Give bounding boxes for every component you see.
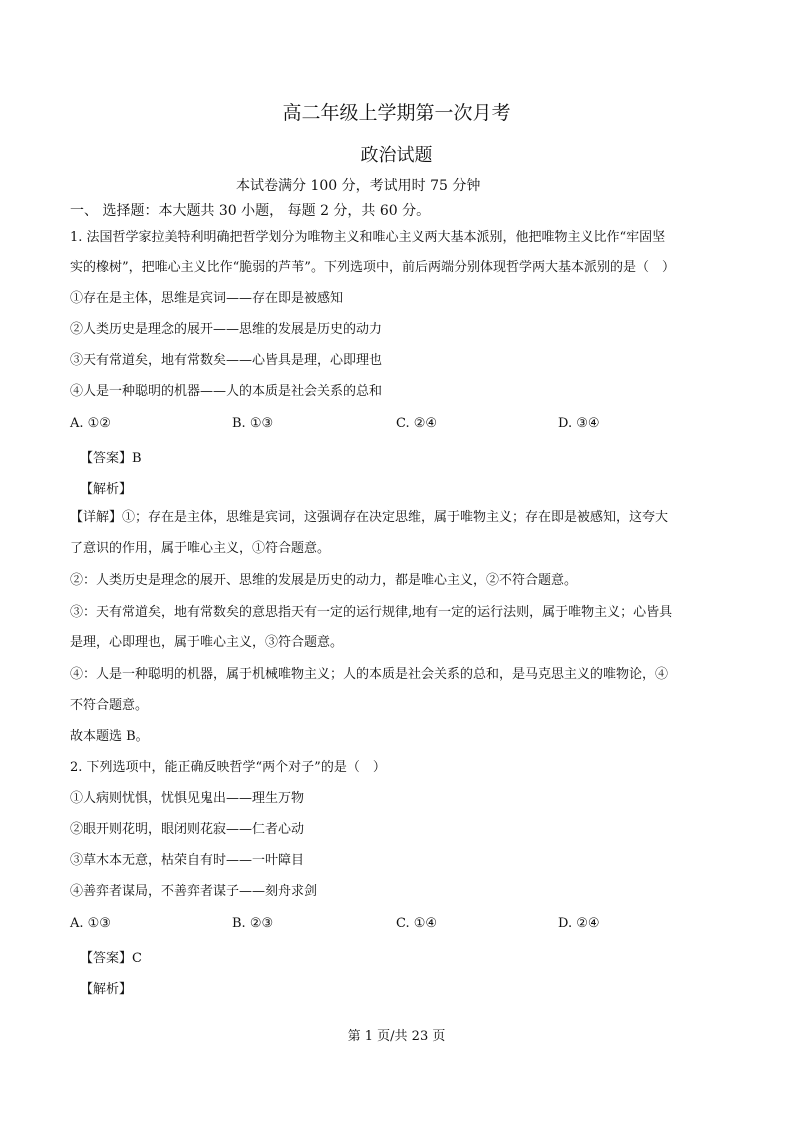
q1-explanation-line: ②：人类历史是理念的展开、思维的发展是历史的动力，都是唯心主义，②不符合题意。 [70,573,578,588]
q1-explanation-line: ④：人是一种聪明的机器，属于机械唯物主义；人的本质是社会关系的总和，是马克思主义的唯物论，④ [70,667,669,682]
q2-option-d: D. ②④ [558,916,600,931]
exam-info: 本试卷满分 100 分，考试用时 75 分钟 [236,178,481,194]
q1-explanation-line: 了意识的作用，属于唯心主义，①符合题意。 [70,541,331,556]
q1-explanation-line: 不符合题意。 [70,698,149,713]
q1-stem-line1: 1. 法国哲学家拉美特利明确把哲学划分为唯物主义和唯心主义两大基本派别，他把唯物主义比作“牢固坚 [70,230,666,245]
exam-title: 高二年级上学期第一次月考 [282,102,511,124]
q1-item-4: ④人是一种聪明的机器——人的本质是社会关系的总和 [70,384,383,399]
q1-explanation-line: ③：天有常道矣，地有常数矣的意思指天有一定的运行规律,地有一定的运行法则，属于唯物主义；心皆具 [70,605,673,620]
q1-answer: 【答案】B [80,451,142,466]
subject-title: 政治试题 [360,145,433,166]
q2-answer: 【答案】C [80,951,142,966]
q1-explanation-line: 是理，心即理也，属于唯心主义，③符合题意。 [70,635,344,650]
q2-item-2: ②眼开则花明，眼闭则花寂——仁者心动 [70,822,305,837]
q1-stem-line2: 实的橡树”，把唯心主义比作“脆弱的芦苇”。下列选项中，前后两端分别体现哲学两大基本派别的是（ ） [70,260,675,275]
section-heading: 一、 选择题：本大题共 30 小题， 每题 2 分，共 60 分。 [70,203,431,219]
q1-item-3: ③天有常道矣，地有常数矣——心皆具是理，心即理也 [70,353,383,368]
q2-stem: 2. 下列选项中，能正确反映哲学“两个对子”的是（ ） [70,760,386,775]
q2-item-1: ①人病则忧惧，忧惧见鬼出——理生万物 [70,791,305,806]
q1-explanation-line: 【详解】①；存在是主体，思维是宾词，这强调存在决定思维，属于唯物主义；存在即是被感知，这夸大 [70,510,669,525]
q2-analysis-label: 【解析】 [80,982,133,997]
q1-item-1: ①存在是主体，思维是宾词——存在即是被感知 [70,291,344,306]
page-number: 第 1 页/共 23 页 [347,1029,446,1044]
q1-item-2: ②人类历史是理念的展开——思维的发展是历史的动力 [70,322,383,337]
q2-item-4: ④善弈者谋局，不善弈者谋子——刻舟求剑 [70,884,318,899]
q1-option-b: B. ①③ [232,416,274,431]
q2-option-c: C. ①④ [396,916,438,931]
q2-option-b: B. ②③ [232,916,274,931]
q1-option-d: D. ③④ [558,416,600,431]
q2-item-3: ③草木本无意，枯荣自有时——一叶障目 [70,853,305,868]
q1-option-c: C. ②④ [396,416,438,431]
q1-explanation-line: 故本题选 B。 [70,729,149,744]
q2-option-a: A. ①③ [70,916,111,931]
q1-analysis-label: 【解析】 [80,482,133,497]
q1-option-a: A. ①② [70,416,111,431]
